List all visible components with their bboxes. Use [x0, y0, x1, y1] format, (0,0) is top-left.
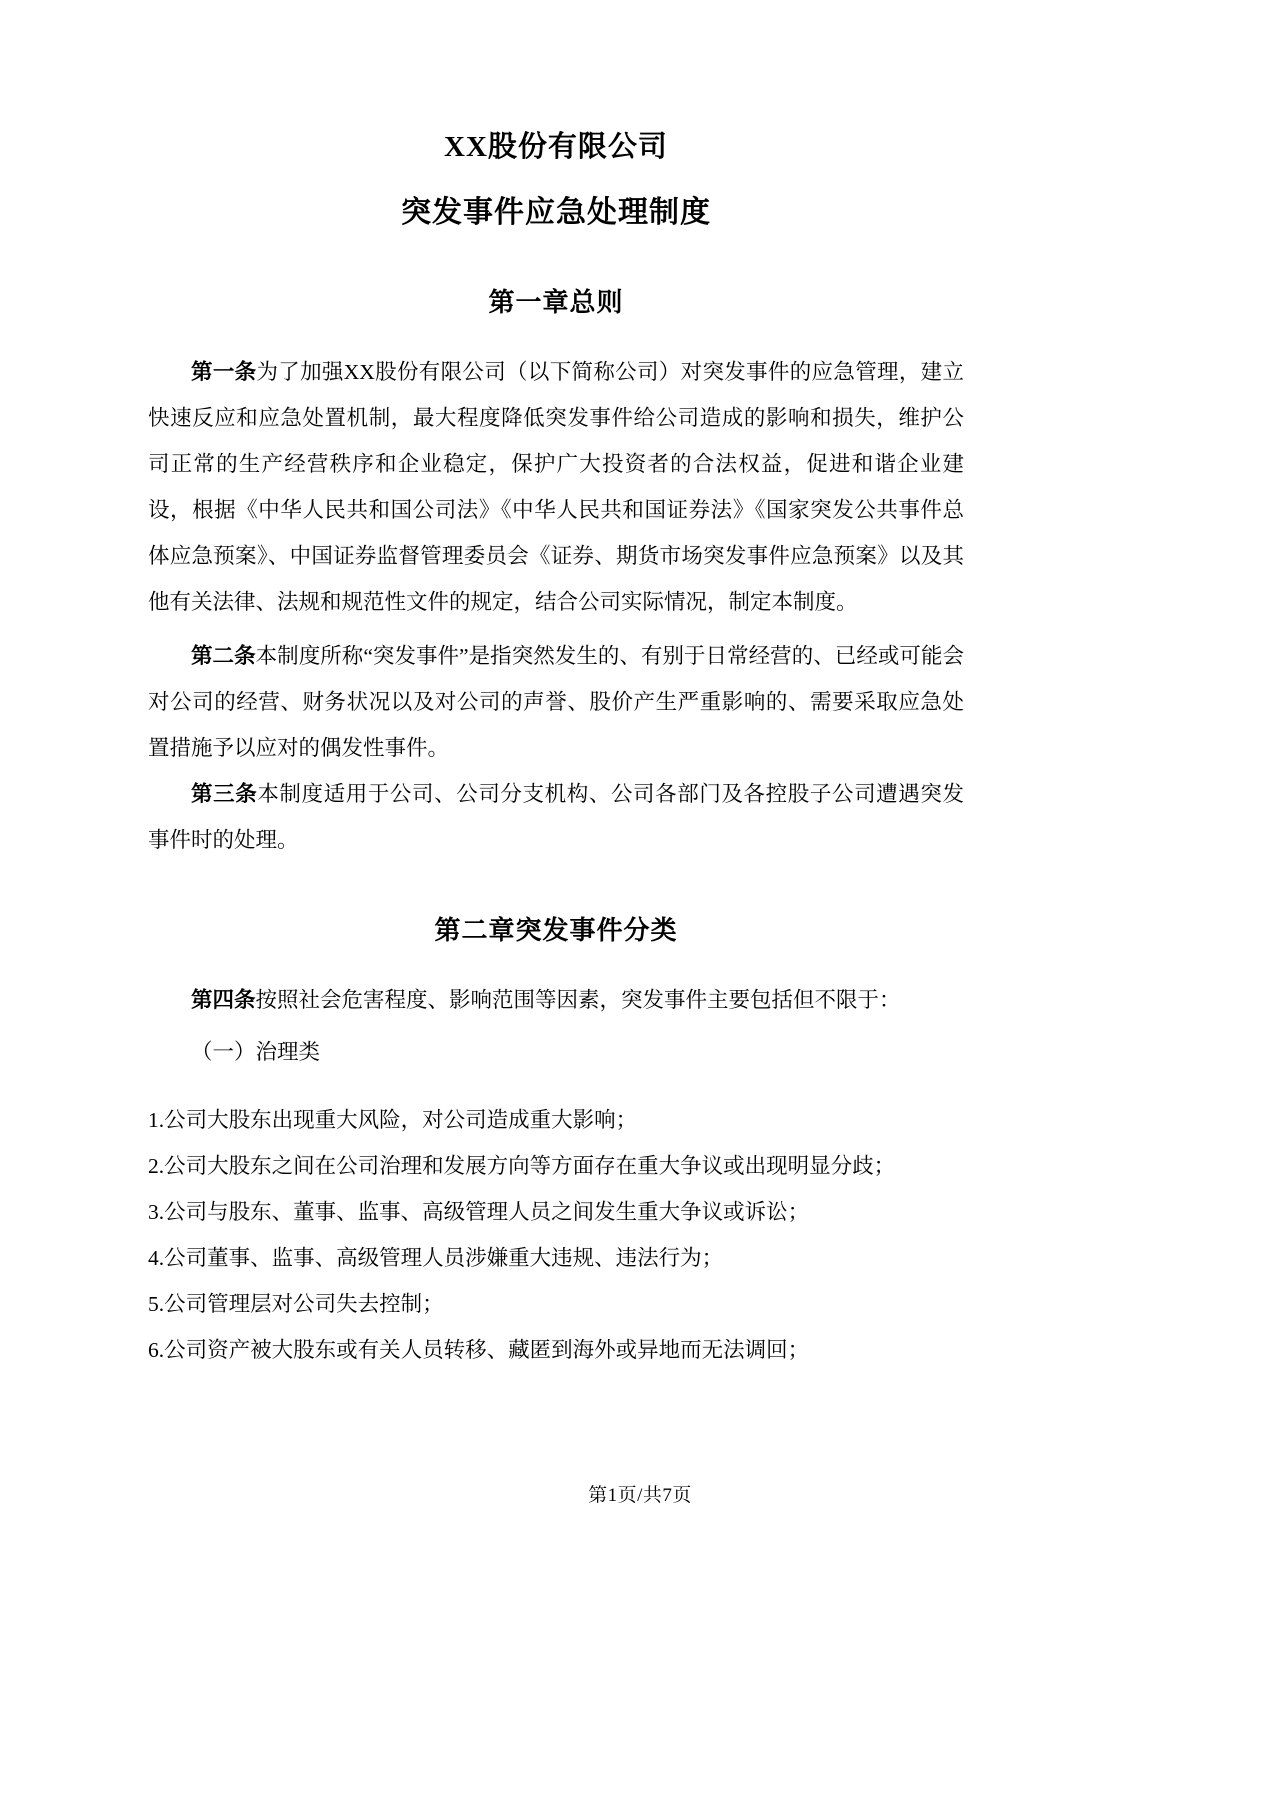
- article-label-2: 第二条: [191, 644, 256, 668]
- list-item: 6.公司资产被大股东或有关人员转移、藏匿到海外或异地而无法调回；: [148, 1338, 810, 1362]
- chapter-heading-two: 第二章突发事件分类: [434, 916, 678, 945]
- list-item: 1.公司大股东出现重大风险，对公司造成重大影响；: [148, 1108, 638, 1132]
- document-title-subject: 突发事件应急处理制度: [401, 196, 711, 229]
- chapter-heading-one: 第一章总则: [488, 288, 624, 317]
- article-paragraph-1: [148, 349, 964, 625]
- article-text-4: 按照社会危害程度、影响范围等因素，突发事件主要包括但不限于：: [255, 988, 901, 1012]
- list-item: 5.公司管理层对公司失去控制；: [148, 1292, 444, 1316]
- page-footer: 第1页/共7页: [588, 1485, 692, 1506]
- article-label-4: 第四条: [191, 988, 256, 1012]
- document-body: [148, 0, 964, 1373]
- document-title-company: XX股份有限公司: [444, 131, 668, 163]
- article-label-1: 第一条: [191, 360, 257, 384]
- article-paragraph-4: [148, 977, 964, 1023]
- article-text-3: 本制度适用于公司、公司分支机构、公司各部门及各控股子公司遭遇突发事件时的处理。: [148, 782, 964, 852]
- article-paragraph-2: [148, 633, 964, 771]
- list-item: 4.公司董事、监事、高级管理人员涉嫌重大违规、违法行为；: [148, 1246, 724, 1270]
- article-text-1: 为了加强XX股份有限公司（以下简称公司）对突发事件的应急管理，建立快速反应和应急处置机制，最大程度降低突发事件给公司造成的影响和损失，维护公司正常的生产经营秩序和企业稳定，保护广大投资者的合法权益，促进和谐企业建设，根据《中华人民共和国公司法》《中华人民共和国证券法》《国家突发公共事件总体应急预案》、中国证券监督管理委员会《证券、期货市场突发事件应急预案》以及其他有关法律、法规和规范性文件的规定，结合公司实际情况，制定本制度。: [148, 360, 964, 614]
- article-text-2: 本制度所称“突发事件”是指突然发生的、有别于日常经营的、已经或可能会对公司的经营、财务状况以及对公司的声誉、股价产生严重影响的、需要采取应急处置措施予以应对的偶发性事件。: [148, 644, 964, 760]
- list-item: 2.公司大股东之间在公司治理和发展方向等方面存在重大争议或出现明显分歧；: [148, 1154, 896, 1178]
- list-item: 3.公司与股东、董事、监事、高级管理人员之间发生重大争议或诉讼；: [148, 1200, 810, 1224]
- subsection-heading-governance: （一）治理类: [191, 1040, 321, 1064]
- article-paragraph-3: [148, 771, 964, 863]
- article-label-3: 第三条: [191, 782, 258, 806]
